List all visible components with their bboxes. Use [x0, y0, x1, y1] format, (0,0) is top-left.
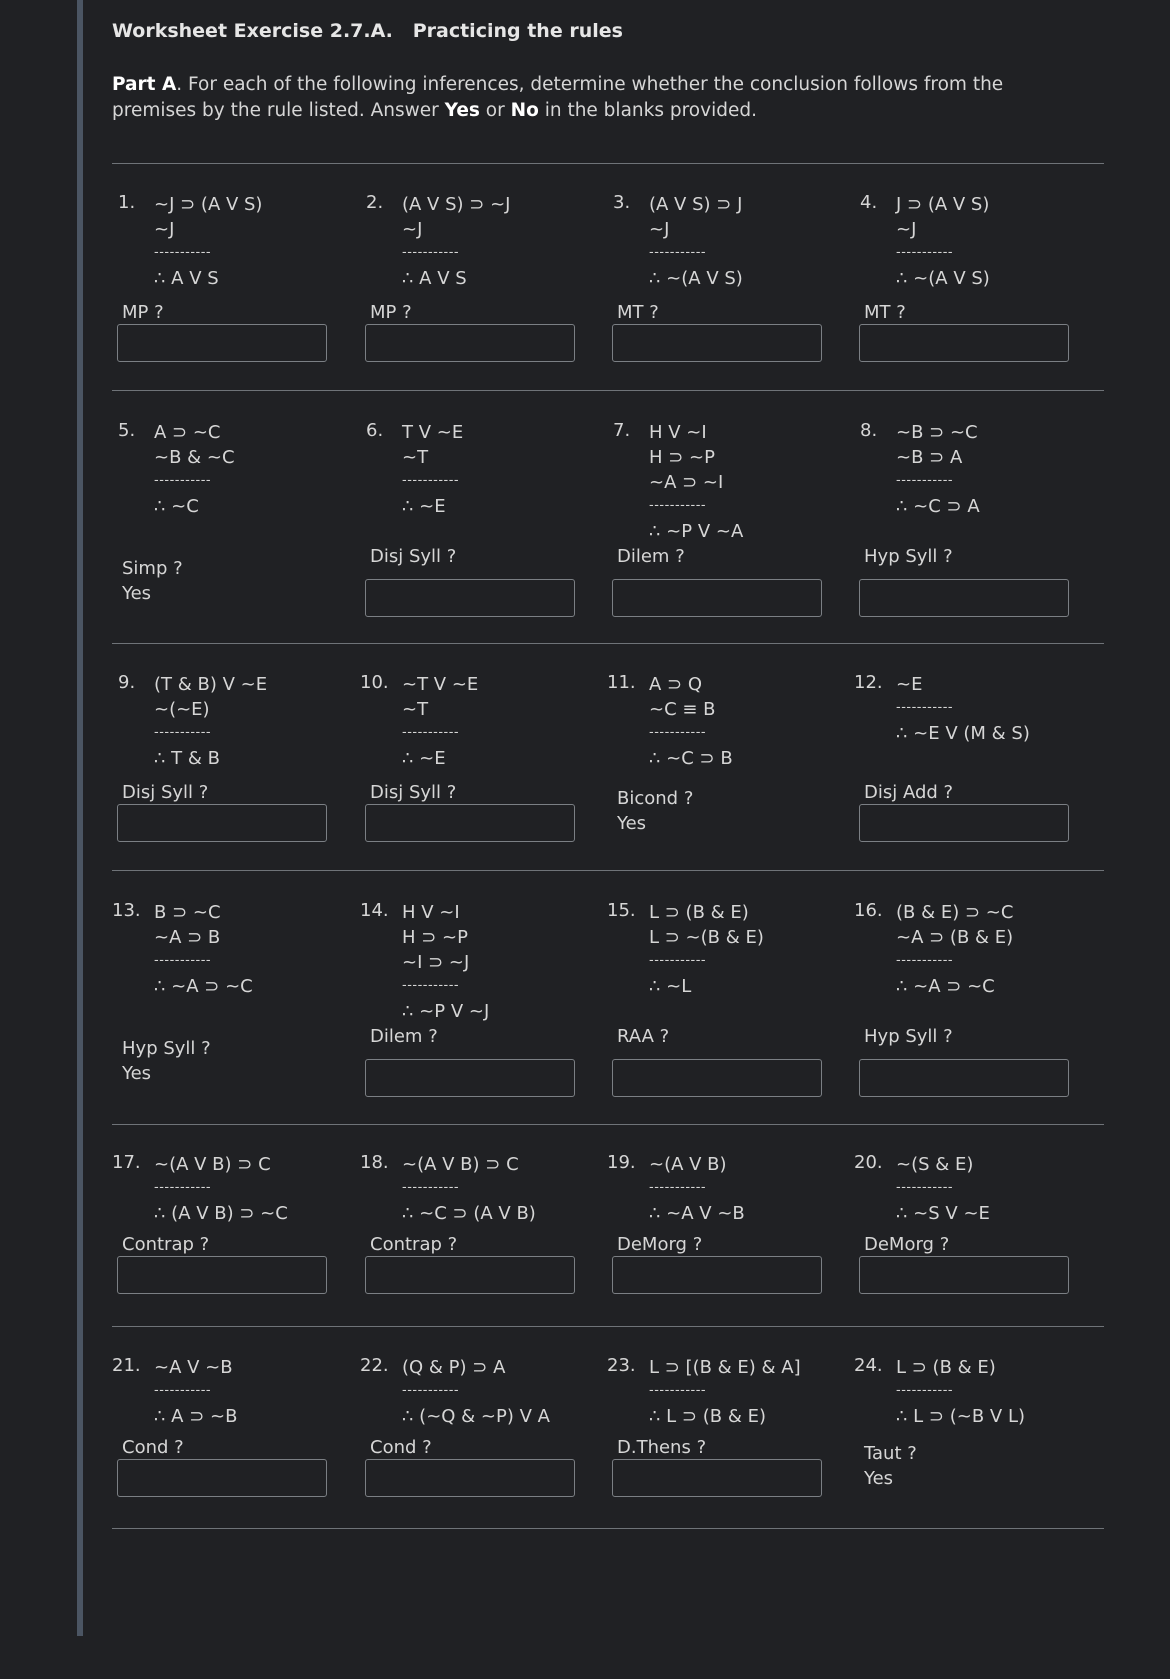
problem-3 [607, 192, 847, 427]
premise: ~T [402, 447, 429, 468]
left-border-bar [77, 0, 83, 1636]
answer-input[interactable] [365, 1459, 575, 1497]
problem-16 [854, 900, 1094, 1135]
problem-number: 24. [854, 1355, 883, 1376]
premise: ~J ⊃ (A V S) [154, 194, 263, 215]
problem-number: 19. [607, 1152, 636, 1173]
problem-number: 4. [860, 192, 878, 213]
answer-input[interactable] [612, 579, 822, 617]
rule-label: Hyp Syll ? [864, 546, 953, 567]
conclusion: ∴ (A V B) ⊃ ~C [154, 1203, 288, 1224]
problem-number: 11. [607, 672, 636, 693]
answer-input[interactable] [117, 324, 327, 362]
problem-9 [112, 672, 352, 907]
answer-input[interactable] [859, 1059, 1069, 1097]
premise: ~J [649, 219, 670, 240]
problem-8 [854, 420, 1094, 655]
problem-11 [607, 672, 847, 907]
conclusion: ∴ ~C ⊃ B [649, 748, 733, 769]
problem-number: 23. [607, 1355, 636, 1376]
instructions-or: or [479, 100, 511, 121]
separator-line: ----------- [896, 953, 954, 968]
answer-input[interactable] [859, 1256, 1069, 1294]
instructions-text-1: . For each of the following inferences, determine whether the conclusion follows from the premises by the rule listed. Answer [112, 74, 1004, 121]
separator-line: ----------- [154, 245, 212, 260]
conclusion: ∴ ~A ⊃ ~C [896, 976, 995, 997]
premise: L ⊃ (B & E) [896, 1357, 996, 1378]
answer-text: Yes [122, 583, 152, 604]
separator-line: ----------- [896, 1383, 954, 1398]
separator-line: ----------- [896, 473, 954, 488]
problem-1 [112, 192, 352, 427]
rule-label: Disj Add ? [864, 782, 954, 803]
premise: ~J [402, 219, 423, 240]
separator-line: ----------- [896, 245, 954, 260]
problem-2 [360, 192, 600, 427]
answer-input[interactable] [365, 804, 575, 842]
separator-line: ----------- [649, 245, 707, 260]
instructions [112, 72, 1072, 124]
answer-input[interactable] [612, 324, 822, 362]
premise: (T & B) V ~E [154, 674, 268, 695]
answer-input[interactable] [859, 804, 1069, 842]
premise: ~(A V B) [649, 1154, 727, 1175]
premise: L ⊃ ~(B & E) [649, 927, 764, 948]
premise: ~A V ~B [154, 1357, 233, 1378]
answer-input[interactable] [612, 1256, 822, 1294]
separator-line: ----------- [402, 245, 460, 260]
premise: H V ~I [402, 902, 460, 923]
conclusion: ∴ ~A V ~B [649, 1203, 745, 1224]
problem-21 [112, 1355, 352, 1590]
answer-text: Yes [617, 813, 647, 834]
problem-5 [112, 420, 352, 655]
instructions-no: No [510, 100, 539, 121]
answer-input[interactable] [365, 1059, 575, 1097]
problem-number: 16. [854, 900, 883, 921]
premise: H ⊃ ~P [402, 927, 468, 948]
conclusion: ∴ ~S V ~E [896, 1203, 990, 1224]
problem-12 [854, 672, 1094, 907]
separator-line: ----------- [402, 978, 460, 993]
rule-label: Contrap ? [370, 1234, 458, 1255]
answer-input[interactable] [365, 324, 575, 362]
premise: ~A ⊃ (B & E) [896, 927, 1014, 948]
premise: A ⊃ ~C [154, 422, 221, 443]
rule-label: Taut ? [864, 1443, 917, 1464]
answer-input[interactable] [859, 579, 1069, 617]
rule-label: Simp ? [122, 558, 183, 579]
premise: H ⊃ ~P [649, 447, 715, 468]
conclusion: ∴ A V S [402, 268, 467, 289]
premise: ~A ⊃ ~I [649, 472, 724, 493]
rule-label: MT ? [617, 302, 659, 323]
answer-input[interactable] [117, 1256, 327, 1294]
problem-7 [607, 420, 847, 655]
conclusion: ∴ ~A ⊃ ~C [154, 976, 253, 997]
premise: (Q & P) ⊃ A [402, 1357, 506, 1378]
problem-19 [607, 1152, 847, 1387]
premise: ~E [896, 674, 923, 695]
separator-line: ----------- [649, 953, 707, 968]
part-label: Part A [112, 74, 177, 95]
problem-10 [360, 672, 600, 907]
separator-line: ----------- [154, 473, 212, 488]
problem-number: 22. [360, 1355, 389, 1376]
problem-6 [360, 420, 600, 655]
conclusion: ∴ T & B [154, 748, 220, 769]
rule-label: RAA ? [617, 1026, 670, 1047]
separator-line: ----------- [402, 1180, 460, 1195]
conclusion: ∴ ~P V ~J [402, 1001, 490, 1022]
problem-number: 18. [360, 1152, 389, 1173]
rule-label: Dilem ? [617, 546, 685, 567]
problem-number: 15. [607, 900, 636, 921]
premise: (A V S) ⊃ ~J [402, 194, 511, 215]
problem-14 [360, 900, 600, 1135]
problem-number: 9. [118, 672, 136, 693]
conclusion: ∴ ~E [402, 496, 446, 517]
separator-line: ----------- [402, 725, 460, 740]
rule-label: Cond ? [370, 1437, 432, 1458]
premise: ~(S & E) [896, 1154, 974, 1175]
separator-line: ----------- [649, 498, 707, 513]
problem-number: 10. [360, 672, 389, 693]
premise: ~I ⊃ ~J [402, 952, 470, 973]
separator-line: ----------- [896, 700, 954, 715]
rule-label: D.Thens ? [617, 1437, 707, 1458]
rule-label: MT ? [864, 302, 906, 323]
separator-line: ----------- [402, 1383, 460, 1398]
premise: ~A ⊃ B [154, 927, 221, 948]
premise: ~(A V B) ⊃ C [402, 1154, 519, 1175]
separator-line: ----------- [154, 1383, 212, 1398]
problem-number: 20. [854, 1152, 883, 1173]
problem-number: 8. [860, 420, 878, 441]
rule-label: MP ? [370, 302, 412, 323]
premise: (A V S) ⊃ J [649, 194, 743, 215]
problem-number: 6. [366, 420, 384, 441]
rule-label: Disj Syll ? [370, 782, 457, 803]
separator-line: ----------- [649, 725, 707, 740]
conclusion: ∴ ~P V ~A [649, 521, 744, 542]
conclusion: ∴ ~C ⊃ A [896, 496, 980, 517]
conclusion: ∴ A V S [154, 268, 219, 289]
premise: ~B ⊃ ~C [896, 422, 978, 443]
conclusion: ∴ ~(A V S) [896, 268, 990, 289]
conclusion: ∴ ~(A V S) [649, 268, 743, 289]
premise: T V ~E [402, 422, 464, 443]
premise: ~(~E) [154, 699, 210, 720]
problem-15 [607, 900, 847, 1135]
problem-number: 13. [112, 900, 141, 921]
problem-4 [854, 192, 1094, 427]
problem-number: 12. [854, 672, 883, 693]
rule-label: Hyp Syll ? [864, 1026, 953, 1047]
conclusion: ∴ ~L [649, 976, 692, 997]
answer-input[interactable] [365, 1256, 575, 1294]
answer-input[interactable] [612, 1459, 822, 1497]
answer-input[interactable] [859, 324, 1069, 362]
problem-13 [112, 900, 352, 1135]
rule-label: Contrap ? [122, 1234, 210, 1255]
premise: ~T V ~E [402, 674, 479, 695]
separator-line: ----------- [154, 1180, 212, 1195]
problem-number: 14. [360, 900, 389, 921]
answer-input[interactable] [117, 804, 327, 842]
rule-label: MP ? [122, 302, 164, 323]
separator-line: ----------- [402, 473, 460, 488]
conclusion: ∴ ~C ⊃ (A V B) [402, 1203, 536, 1224]
premise: ~B & ~C [154, 447, 235, 468]
premise: L ⊃ (B & E) [649, 902, 749, 923]
separator-line: ----------- [154, 953, 212, 968]
section-divider [112, 163, 1104, 164]
instructions-yes: Yes [444, 100, 480, 121]
problem-18 [360, 1152, 600, 1387]
answer-input[interactable] [612, 1059, 822, 1097]
problem-24 [854, 1355, 1094, 1590]
answer-input[interactable] [365, 579, 575, 617]
conclusion: ∴ (~Q & ~P) V A [402, 1406, 550, 1427]
rule-label: Cond ? [122, 1437, 184, 1458]
problem-number: 1. [118, 192, 136, 213]
premise: ~B ⊃ A [896, 447, 963, 468]
separator-line: ----------- [896, 1180, 954, 1195]
rule-label: Bicond ? [617, 788, 694, 809]
problem-17 [112, 1152, 352, 1387]
premise: J ⊃ (A V S) [896, 194, 990, 215]
problem-number: 2. [366, 192, 384, 213]
conclusion: ∴ L ⊃ (B & E) [649, 1406, 766, 1427]
worksheet-title: Worksheet Exercise 2.7.A. Practicing the rules [112, 20, 623, 42]
premise: ~J [896, 219, 917, 240]
premise: ~T [402, 699, 429, 720]
instructions-text-2: in the blanks provided. [538, 100, 757, 121]
problem-number: 17. [112, 1152, 141, 1173]
premise: ~C ≡ B [649, 699, 716, 720]
premise: ~J [154, 219, 175, 240]
rule-label: DeMorg ? [864, 1234, 950, 1255]
problem-number: 7. [613, 420, 631, 441]
premise: L ⊃ [(B & E) & A] [649, 1357, 801, 1378]
premise: ~(A V B) ⊃ C [154, 1154, 271, 1175]
separator-line: ----------- [649, 1180, 707, 1195]
problem-number: 3. [613, 192, 631, 213]
premise: (B & E) ⊃ ~C [896, 902, 1014, 923]
answer-text: Yes [864, 1468, 894, 1489]
rule-label: Hyp Syll ? [122, 1038, 211, 1059]
conclusion: ∴ ~E V (M & S) [896, 723, 1030, 744]
premise: A ⊃ Q [649, 674, 703, 695]
problem-23 [607, 1355, 847, 1590]
premise: B ⊃ ~C [154, 902, 221, 923]
conclusion: ∴ ~E [402, 748, 446, 769]
problem-number: 5. [118, 420, 136, 441]
problem-22 [360, 1355, 600, 1590]
answer-text: Yes [122, 1063, 152, 1084]
conclusion: ∴ A ⊃ ~B [154, 1406, 238, 1427]
separator-line: ----------- [649, 1383, 707, 1398]
problem-number: 21. [112, 1355, 141, 1376]
rule-label: Dilem ? [370, 1026, 438, 1047]
conclusion: ∴ ~C [154, 496, 199, 517]
premise: H V ~I [649, 422, 707, 443]
separator-line: ----------- [154, 725, 212, 740]
problem-20 [854, 1152, 1094, 1387]
conclusion: ∴ L ⊃ (~B V L) [896, 1406, 1025, 1427]
rule-label: DeMorg ? [617, 1234, 703, 1255]
answer-input[interactable] [117, 1459, 327, 1497]
rule-label: Disj Syll ? [122, 782, 209, 803]
rule-label: Disj Syll ? [370, 546, 457, 567]
